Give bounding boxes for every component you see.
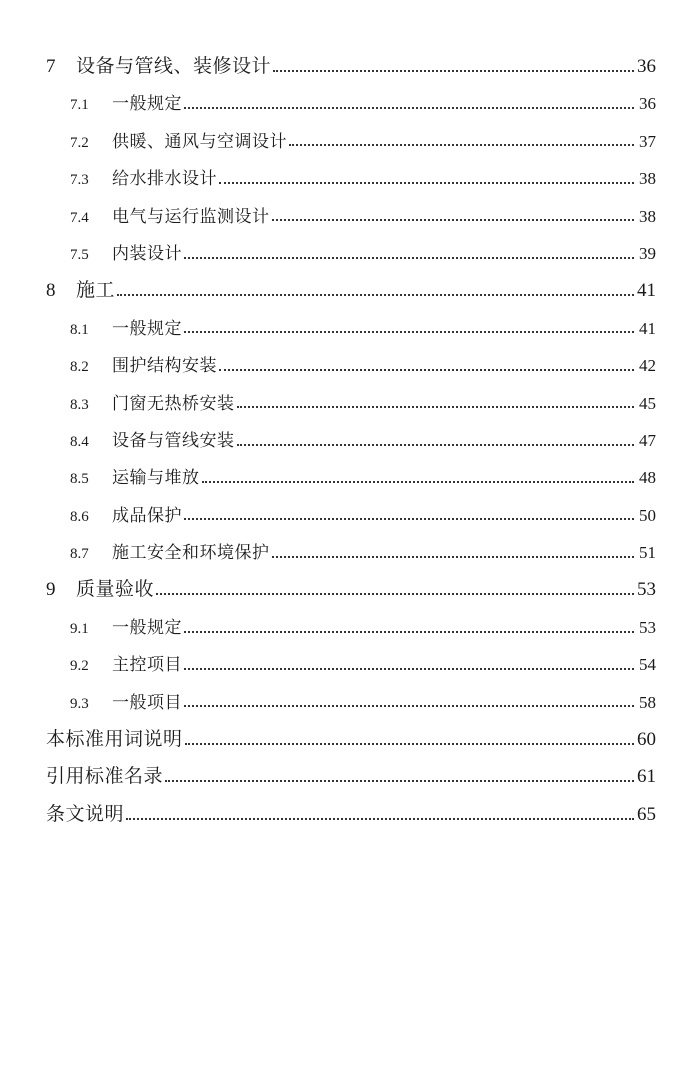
toc-entry-section-8-4[interactable] [46, 422, 656, 459]
toc-title: 内装设计 [112, 243, 182, 264]
toc-number: 7.1 [70, 97, 89, 114]
dot-leader [273, 70, 634, 72]
toc-entry-section-7-2[interactable] [46, 123, 656, 160]
toc-title: 本标准用词说明 [46, 728, 183, 751]
toc-page-number: 39 [639, 243, 656, 263]
toc-number: 8.7 [70, 546, 89, 563]
toc-title: 电气与运行监测设计 [112, 206, 270, 227]
toc-page-number: 36 [637, 56, 656, 77]
toc-entry-chapter-7[interactable] [46, 48, 656, 85]
toc-page-number: 38 [639, 169, 656, 189]
dot-leader [126, 818, 634, 820]
toc-entry-section-8-1[interactable] [46, 310, 656, 347]
toc-page-number: 36 [639, 94, 656, 114]
toc-entry-section-8-2[interactable] [46, 347, 656, 384]
toc-number: 7 [46, 56, 56, 77]
toc-number: 9 [46, 579, 56, 601]
toc-title: 一般规定 [112, 318, 182, 339]
toc-page-number: 50 [639, 505, 656, 525]
toc-entry-chapter-9[interactable] [46, 571, 656, 608]
toc-entry-section-7-5[interactable] [46, 235, 656, 272]
toc-entry-section-9-2[interactable] [46, 646, 656, 683]
toc-entry-section-9-3[interactable] [46, 684, 656, 721]
toc-page-number: 53 [639, 617, 656, 637]
toc-page-number: 60 [637, 729, 656, 751]
dot-leader [289, 144, 634, 146]
toc-number: 7.4 [70, 209, 89, 226]
toc-title: 主控项目 [112, 655, 182, 676]
toc-number: 9.3 [70, 695, 89, 712]
toc-page-number: 41 [639, 318, 656, 338]
toc-title: 门窗无热桥安装 [112, 393, 235, 414]
dot-leader [165, 780, 634, 782]
toc-page-number: 53 [637, 579, 656, 601]
toc-title: 一般规定 [112, 617, 182, 638]
dot-leader [117, 294, 634, 296]
dot-leader [237, 406, 635, 408]
toc-title: 围护结构安装 [112, 356, 217, 377]
toc-number: 8.5 [70, 471, 89, 488]
toc-number: 9.2 [70, 658, 89, 675]
toc-number: 8.6 [70, 508, 89, 525]
toc-page-number: 45 [639, 393, 656, 413]
toc-number: 8.4 [70, 433, 89, 450]
toc-number: 9.1 [70, 620, 89, 637]
toc-number: 8.1 [70, 321, 89, 338]
toc-entry-section-7-4[interactable] [46, 198, 656, 235]
dot-leader [184, 668, 634, 670]
dot-leader [237, 444, 635, 446]
toc-page-number: 47 [639, 430, 656, 450]
toc-page-number: 61 [637, 766, 656, 788]
toc-title: 质量验收 [76, 578, 155, 601]
toc-number: 7.5 [70, 246, 89, 263]
toc-title: 条文说明 [46, 802, 125, 825]
dot-leader [272, 219, 635, 221]
toc-page-number: 42 [639, 356, 656, 376]
table-of-contents [46, 48, 656, 833]
toc-entry-section-8-3[interactable] [46, 385, 656, 422]
toc-page-number: 58 [639, 692, 656, 712]
toc-number: 8.2 [70, 359, 89, 376]
dot-leader [219, 182, 634, 184]
toc-number: 8 [46, 280, 56, 302]
toc-page-number: 48 [639, 468, 656, 488]
toc-page-number: 51 [639, 543, 656, 563]
dot-leader [156, 593, 634, 595]
toc-entry-section-8-7[interactable] [46, 534, 656, 571]
dot-leader [184, 107, 634, 109]
dot-leader [184, 705, 634, 707]
dot-leader [185, 743, 634, 745]
toc-title: 引用标准名录 [46, 765, 164, 788]
toc-entry-terms-explanation[interactable] [46, 721, 656, 758]
toc-page-number: 65 [637, 803, 656, 825]
toc-title: 一般项目 [112, 692, 182, 713]
toc-entry-referenced-standards[interactable] [46, 758, 656, 795]
toc-entry-clause-explanation[interactable] [46, 796, 656, 833]
toc-page-number: 54 [639, 655, 656, 675]
toc-number: 7.2 [70, 134, 89, 151]
dot-leader [272, 556, 635, 558]
toc-title: 设备与管线、装修设计 [76, 55, 272, 77]
toc-title: 给水排水设计 [112, 169, 217, 190]
toc-entry-section-8-6[interactable] [46, 497, 656, 534]
toc-title: 成品保护 [112, 505, 182, 526]
toc-entry-section-8-5[interactable] [46, 459, 656, 496]
toc-page-number: 37 [639, 131, 656, 151]
toc-page-number: 38 [639, 206, 656, 226]
toc-title: 设备与管线安装 [112, 430, 235, 451]
dot-leader [219, 369, 634, 371]
dot-leader [184, 331, 634, 333]
dot-leader [184, 631, 634, 633]
toc-title: 施工 [76, 279, 116, 302]
toc-entry-section-7-3[interactable] [46, 160, 656, 197]
dot-leader [184, 257, 634, 259]
toc-number: 7.3 [70, 172, 89, 189]
toc-title: 供暖、通风与空调设计 [112, 131, 287, 152]
toc-title: 运输与堆放 [112, 468, 200, 489]
toc-entry-section-7-1[interactable] [46, 85, 656, 122]
toc-page-number: 41 [637, 280, 656, 302]
toc-title: 一般规定 [112, 94, 182, 115]
toc-entry-section-9-1[interactable] [46, 609, 656, 646]
dot-leader [184, 518, 634, 520]
dot-leader [202, 481, 635, 483]
toc-number: 8.3 [70, 396, 89, 413]
toc-title: 施工安全和环境保护 [112, 543, 270, 564]
toc-entry-chapter-8[interactable] [46, 272, 656, 309]
